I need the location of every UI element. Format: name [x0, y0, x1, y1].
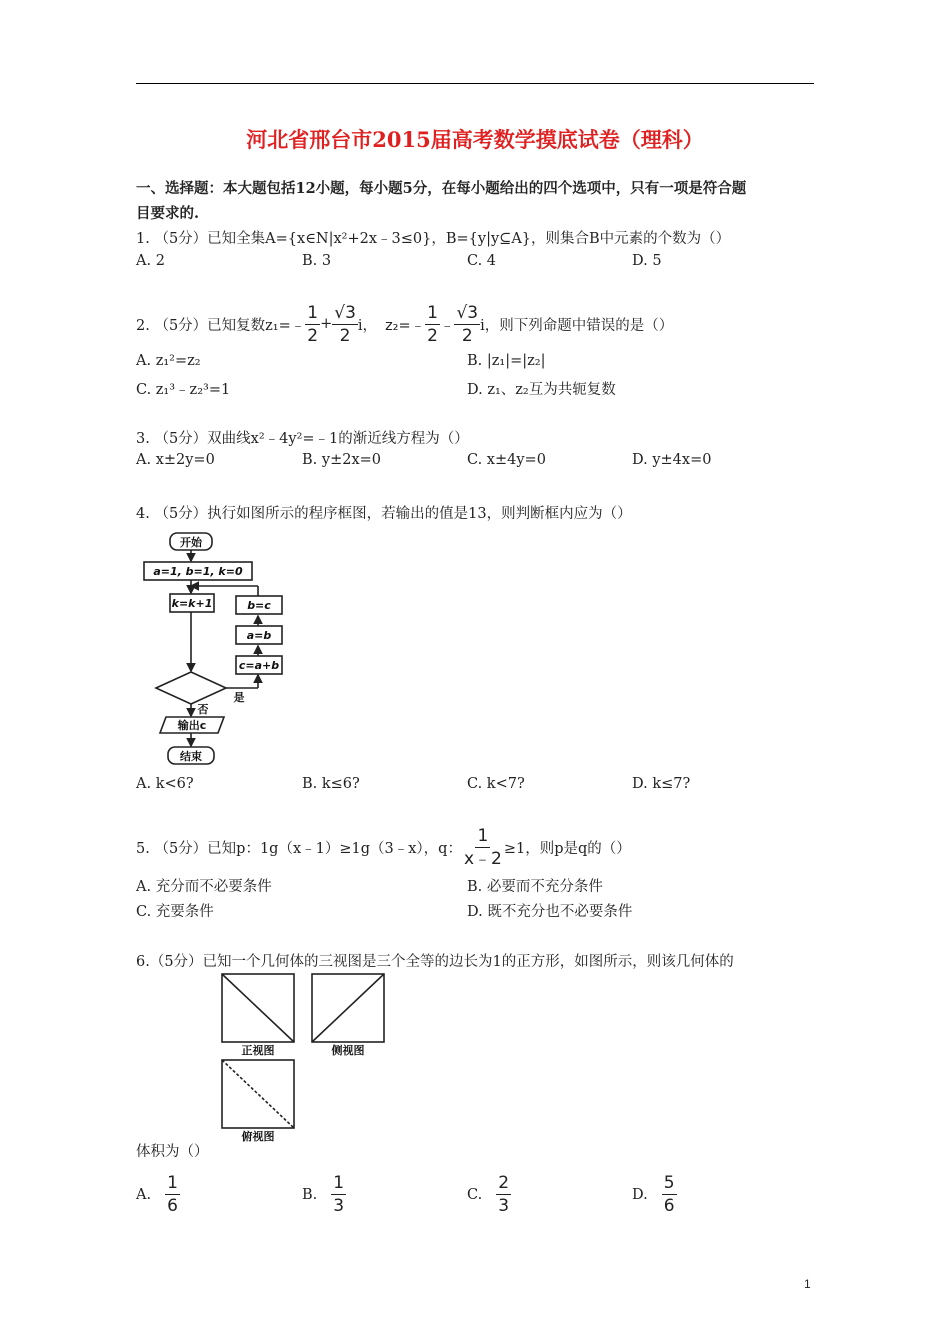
q2-stem — [136, 302, 673, 346]
q2-fraction-3 — [425, 304, 440, 345]
view-side-label: 侧视图 — [331, 1044, 365, 1057]
q6-d-den: 6 — [663, 1196, 675, 1216]
q4-option-c: C. k<7? — [467, 776, 525, 792]
q6-option-b-label: B. — [302, 1186, 318, 1203]
q3-option-b: B. y±2x=0 — [302, 452, 381, 468]
q4-option-a: A. k<6? — [136, 776, 194, 792]
q2-option-a: A. z₁²=z₂ — [136, 353, 201, 369]
q4-stem: 4. （5分）执行如图所示的程序框图，若输出的值是13，则判断框内应为（） — [136, 506, 632, 522]
q6-stem-end: 体积为（） — [136, 1144, 209, 1160]
q5-option-b: B. 必要而不充分条件 — [467, 879, 603, 895]
q6-option-a-label: A. — [136, 1186, 152, 1203]
q2-option-c: C. z₁³﹣z₂³=1 — [136, 382, 231, 398]
q6-option-d-label: D. — [632, 1186, 648, 1203]
q1-option-c: C. 4 — [467, 253, 497, 269]
q6-option-c-label: C. — [467, 1186, 483, 1203]
q6-option-c — [467, 1174, 511, 1215]
q2-f3-num: 1 — [427, 302, 438, 323]
page-title: 河北省邢台市2015届高考数学摸底试卷（理科） — [246, 127, 704, 152]
q5-stem-b: ≥1，则p是q的（） — [503, 840, 631, 857]
q2-f4-num: √3 — [456, 302, 479, 323]
q6-d-num: 5 — [663, 1173, 675, 1193]
section-heading-line1: 一、选择题：本大题包括12小题，每小题5分，在每小题给出的四个选项中，只有一项是符合题 — [136, 180, 747, 197]
flow-init-text: a=1, b=1, k=0 — [153, 565, 243, 578]
flow-no-label: 否 — [197, 703, 209, 716]
q2-i1: i， — [357, 317, 378, 334]
q2-plus: + — [320, 316, 333, 332]
q3-stem: 3. （5分）双曲线x²﹣4y²=﹣1的渐近线方程为（） — [136, 431, 469, 447]
view-front-label: 正视图 — [241, 1044, 275, 1057]
q4-option-b: B. k≤6? — [302, 776, 360, 792]
q2-f1-den: 2 — [307, 325, 319, 346]
section-heading-line2: 目要求的. — [136, 205, 200, 222]
q6-stem: 6.（5分）已知一个几何体的三视图是三个全等的边长为1的正方形，如图所示，则该几何体的 — [136, 954, 734, 970]
q2-option-b: B. |z₁|=|z₂| — [467, 353, 546, 369]
flow-end-text: 结束 — [180, 750, 202, 763]
q6-three-views — [218, 972, 388, 1148]
q4-option-d: D. k≤7? — [632, 776, 691, 792]
q2-z2: z₂=﹣ — [385, 317, 426, 334]
q6-option-d-frac — [662, 1174, 677, 1215]
q2-fraction-4 — [454, 304, 480, 345]
flow-start-text: 开始 — [180, 536, 202, 549]
q2-f2-num: √3 — [334, 302, 356, 323]
q2-fraction-2 — [332, 304, 358, 345]
q6-b-den: 3 — [333, 1196, 345, 1216]
q2-f4-den: 2 — [461, 325, 473, 346]
q5-option-c: C. 充要条件 — [136, 904, 214, 920]
page-number: 1 — [804, 1277, 811, 1291]
flow-yes-label: 是 — [233, 691, 245, 704]
q1-option-a: A. 2 — [136, 253, 165, 269]
q6-a-num: 1 — [167, 1173, 178, 1193]
flow-k-inc-text: k=k+1 — [171, 597, 213, 610]
flow-decision — [156, 672, 226, 704]
q2-minus: ﹣ — [439, 317, 455, 334]
view-top-label: 俯视图 — [241, 1130, 275, 1143]
q1-option-b: B. 3 — [302, 253, 332, 269]
q6-option-a — [136, 1174, 180, 1215]
header-rule — [136, 83, 814, 84]
q2-f3-den: 2 — [427, 325, 438, 346]
q6-option-d — [632, 1174, 677, 1215]
q2-f2-den: 2 — [339, 325, 351, 346]
q1-stem: 1. （5分）已知全集A={x∈N|x²+2x﹣3≤0}，B={y|y⊆A}，则集合B中元素的个数为（） — [136, 231, 731, 247]
q2-prefix: 2. （5分）已知复数z₁=﹣ — [136, 317, 306, 334]
q6-option-b-frac — [331, 1174, 346, 1215]
q6-c-den: 3 — [498, 1196, 510, 1216]
flow-c-eq-text: c=a+b — [238, 659, 280, 672]
q3-option-d: D. y±4x=0 — [632, 452, 712, 468]
flow-output-text: 输出c — [177, 719, 207, 732]
q5-frac-num: 1 — [477, 825, 489, 846]
view-top — [222, 1060, 294, 1128]
q2-f1-num: 1 — [307, 302, 319, 323]
q6-option-a-frac — [165, 1174, 180, 1215]
q5-option-a: A. 充分而不必要条件 — [136, 879, 272, 895]
q5-frac-den: x﹣2 — [463, 848, 502, 869]
q5-fraction — [462, 827, 504, 868]
q6-option-b — [302, 1174, 346, 1215]
q6-b-num: 1 — [333, 1173, 345, 1193]
q6-a-den: 6 — [167, 1196, 178, 1216]
q4-flowchart — [136, 528, 296, 768]
q2-fraction-1 — [305, 304, 320, 345]
q2-option-d: D. z₁、z₂互为共轭复数 — [467, 382, 616, 398]
q5-stem — [136, 825, 631, 869]
q5-option-d: D. 既不充分也不必要条件 — [467, 904, 633, 920]
q3-option-c: C. x±4y=0 — [467, 452, 546, 468]
q6-c-num: 2 — [498, 1173, 510, 1193]
q2-suffix: i，则下列命题中错误的是（） — [480, 317, 674, 334]
q3-option-a: A. x±2y=0 — [136, 452, 215, 468]
q5-stem-a: 5. （5分）已知p：1g（x﹣1）≥1g（3﹣x），q： — [136, 840, 462, 857]
flow-b-eq-text: b=c — [247, 599, 271, 612]
q1-option-d: D. 5 — [632, 253, 662, 269]
q6-option-c-frac — [496, 1174, 511, 1215]
flow-a-eq-text: a=b — [246, 629, 272, 642]
